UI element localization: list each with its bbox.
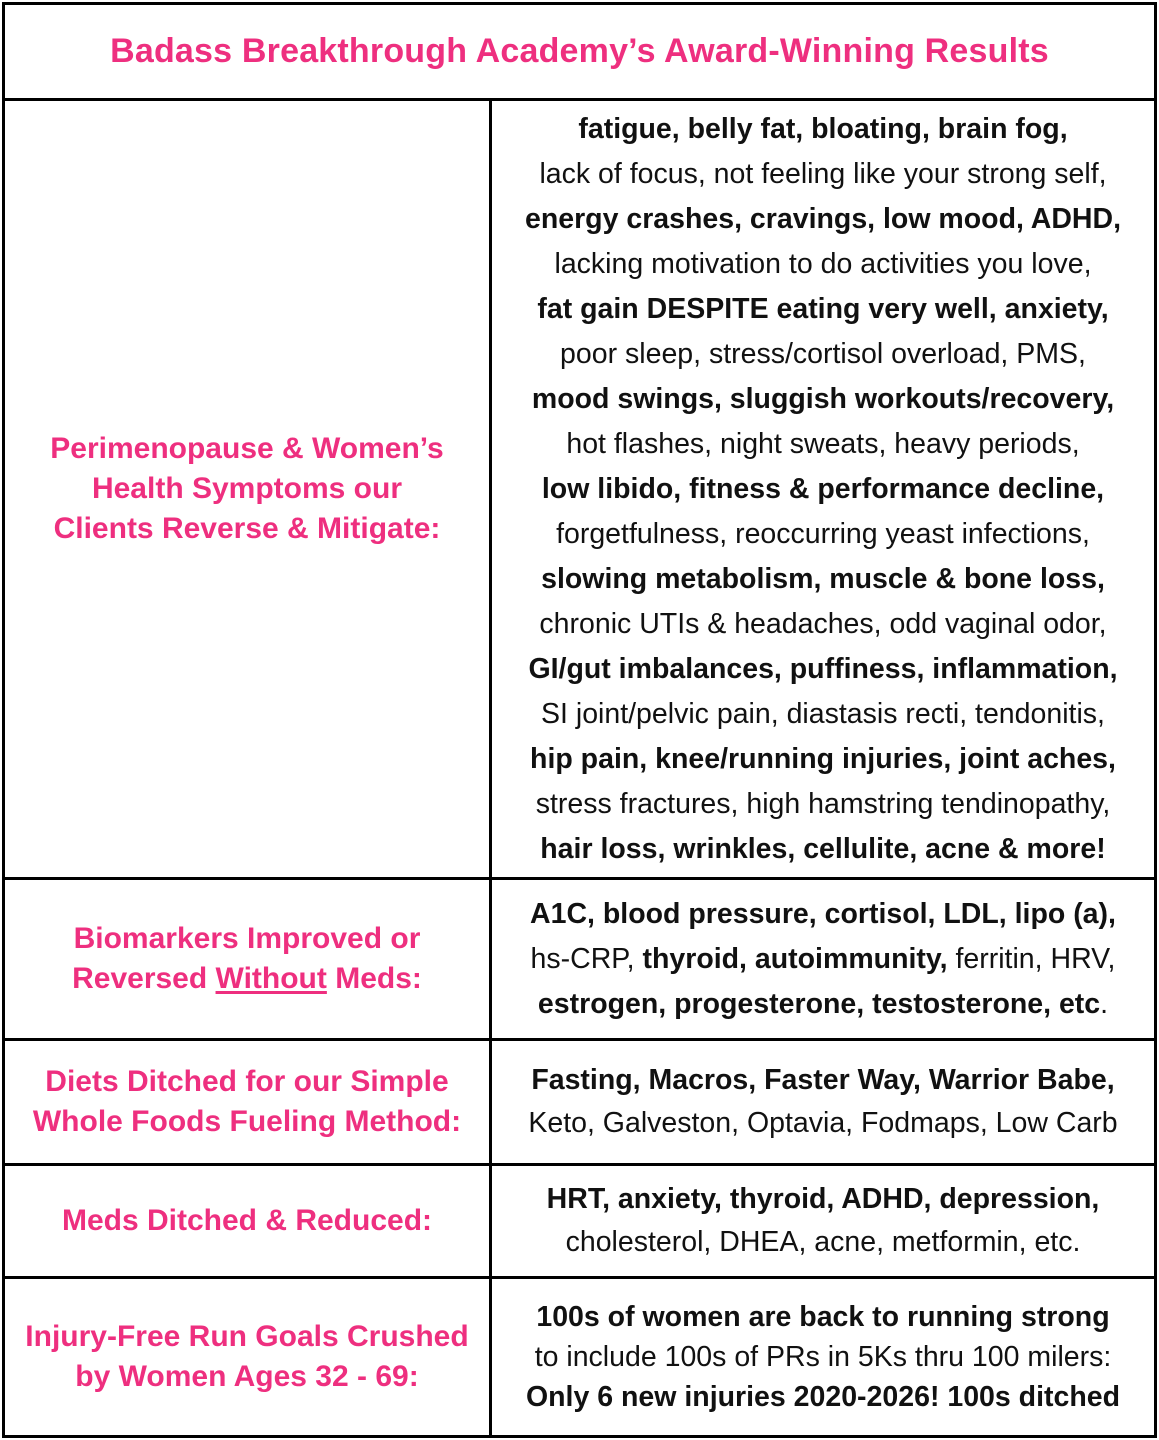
- table-title: Badass Breakthrough Academy’s Award-Winning Results: [110, 32, 1049, 70]
- table-row-meds: [5, 1166, 1154, 1279]
- results-table: [2, 2, 1157, 1438]
- biomarker-text: .: [1100, 987, 1109, 1020]
- label-line: Perimenopause & Women’s: [50, 432, 444, 465]
- symptom-line: hair loss, wrinkles, cellulite, acne & more!: [540, 832, 1106, 865]
- med-line: HRT, anxiety, thyroid, ADHD, depression,: [546, 1183, 1100, 1215]
- table-title-row: [5, 5, 1154, 101]
- running-line: to include 100s of PRs in 5Ks thru 100 milers:: [534, 1341, 1112, 1373]
- biomarker-line: A1C, blood pressure, cortisol, LDL, lipo (a),: [530, 897, 1116, 930]
- running-line: 100s of women are back to running strong: [536, 1301, 1110, 1333]
- label-underlined-text: Without: [215, 962, 327, 995]
- symptom-line: lack of focus, not feeling like your strong self,: [539, 157, 1107, 190]
- label-text: Meds:: [326, 962, 422, 995]
- row-label-running: [5, 1279, 492, 1435]
- symptom-line: mood swings, sluggish workouts/recovery,: [531, 382, 1115, 415]
- diet-line: Keto, Galveston, Optavia, Fodmaps, Low Carb: [528, 1107, 1118, 1139]
- symptom-line: stress fractures, high hamstring tendinopathy,: [535, 787, 1111, 820]
- biomarker-text: thyroid, autoimmunity,: [642, 942, 948, 975]
- symptom-line: hip pain, knee/running injuries, joint aches,: [530, 742, 1116, 775]
- row-content-diets: [492, 1041, 1154, 1163]
- diet-line: Fasting, Macros, Faster Way, Warrior Babe,: [531, 1064, 1115, 1096]
- label-line: Clients Reverse & Mitigate:: [53, 512, 441, 545]
- biomarker-text: hs-CRP,: [530, 942, 643, 975]
- symptom-line: poor sleep, stress/cortisol overload, PMS,: [560, 337, 1086, 370]
- label-line: Meds Ditched & Reduced:: [61, 1204, 433, 1237]
- table-row-running: [5, 1279, 1154, 1435]
- label-line: by Women Ages 32 - 69:: [75, 1360, 419, 1393]
- symptom-line: lacking motivation to do activities you love,: [554, 247, 1092, 280]
- biomarker-line: [531, 937, 1116, 982]
- symptom-line: fatigue, belly fat, bloating, brain fog,: [578, 112, 1068, 145]
- symptom-line: SI joint/pelvic pain, diastasis recti, tendonitis,: [541, 697, 1105, 730]
- symptom-line: low libido, fitness & performance decline,: [541, 472, 1105, 505]
- symptom-line: GI/gut imbalances, puffiness, inflammation,: [528, 652, 1118, 685]
- row-label-symptoms: [5, 101, 492, 877]
- label-line: Injury-Free Run Goals Crushed: [25, 1320, 469, 1353]
- row-content-running: [492, 1279, 1154, 1435]
- running-line: Only 6 new injuries 2020-2026! 100s ditched: [525, 1381, 1121, 1413]
- row-content-symptoms: [492, 101, 1154, 877]
- row-label-meds: [5, 1166, 492, 1276]
- symptom-line: fat gain DESPITE eating very well, anxiety,: [537, 292, 1109, 325]
- biomarker-text: ferritin, HRV,: [947, 942, 1116, 975]
- symptom-line: hot flashes, night sweats, heavy periods,: [566, 427, 1080, 460]
- row-content-meds: [492, 1166, 1154, 1276]
- symptom-line: forgetfulness, reoccurring yeast infections,: [556, 517, 1090, 550]
- label-line: Health Symptoms our: [91, 472, 403, 505]
- symptom-line: slowing metabolism, muscle & bone loss,: [541, 562, 1105, 595]
- biomarker-line: [538, 982, 1108, 1027]
- row-label-diets: [5, 1041, 492, 1163]
- label-text: Reversed: [72, 962, 216, 995]
- table-row-biomarkers: [5, 880, 1154, 1041]
- label-line: Diets Ditched for our Simple: [45, 1065, 449, 1098]
- label-line: Whole Foods Fueling Method:: [32, 1105, 462, 1138]
- table-row-symptoms: [5, 101, 1154, 880]
- row-label-biomarkers: [5, 880, 492, 1038]
- row-content-biomarkers: [492, 880, 1154, 1038]
- biomarker-text: estrogen, progesterone, testosterone, etc: [537, 987, 1101, 1020]
- symptom-line: chronic UTIs & headaches, odd vaginal odor,: [539, 607, 1107, 640]
- table-row-diets: [5, 1041, 1154, 1166]
- med-line: cholesterol, DHEA, acne, metformin, etc.: [565, 1226, 1081, 1258]
- label-line: Biomarkers Improved or: [73, 922, 421, 955]
- symptom-line: energy crashes, cravings, low mood, ADHD,: [524, 202, 1122, 235]
- label-line: [72, 959, 422, 999]
